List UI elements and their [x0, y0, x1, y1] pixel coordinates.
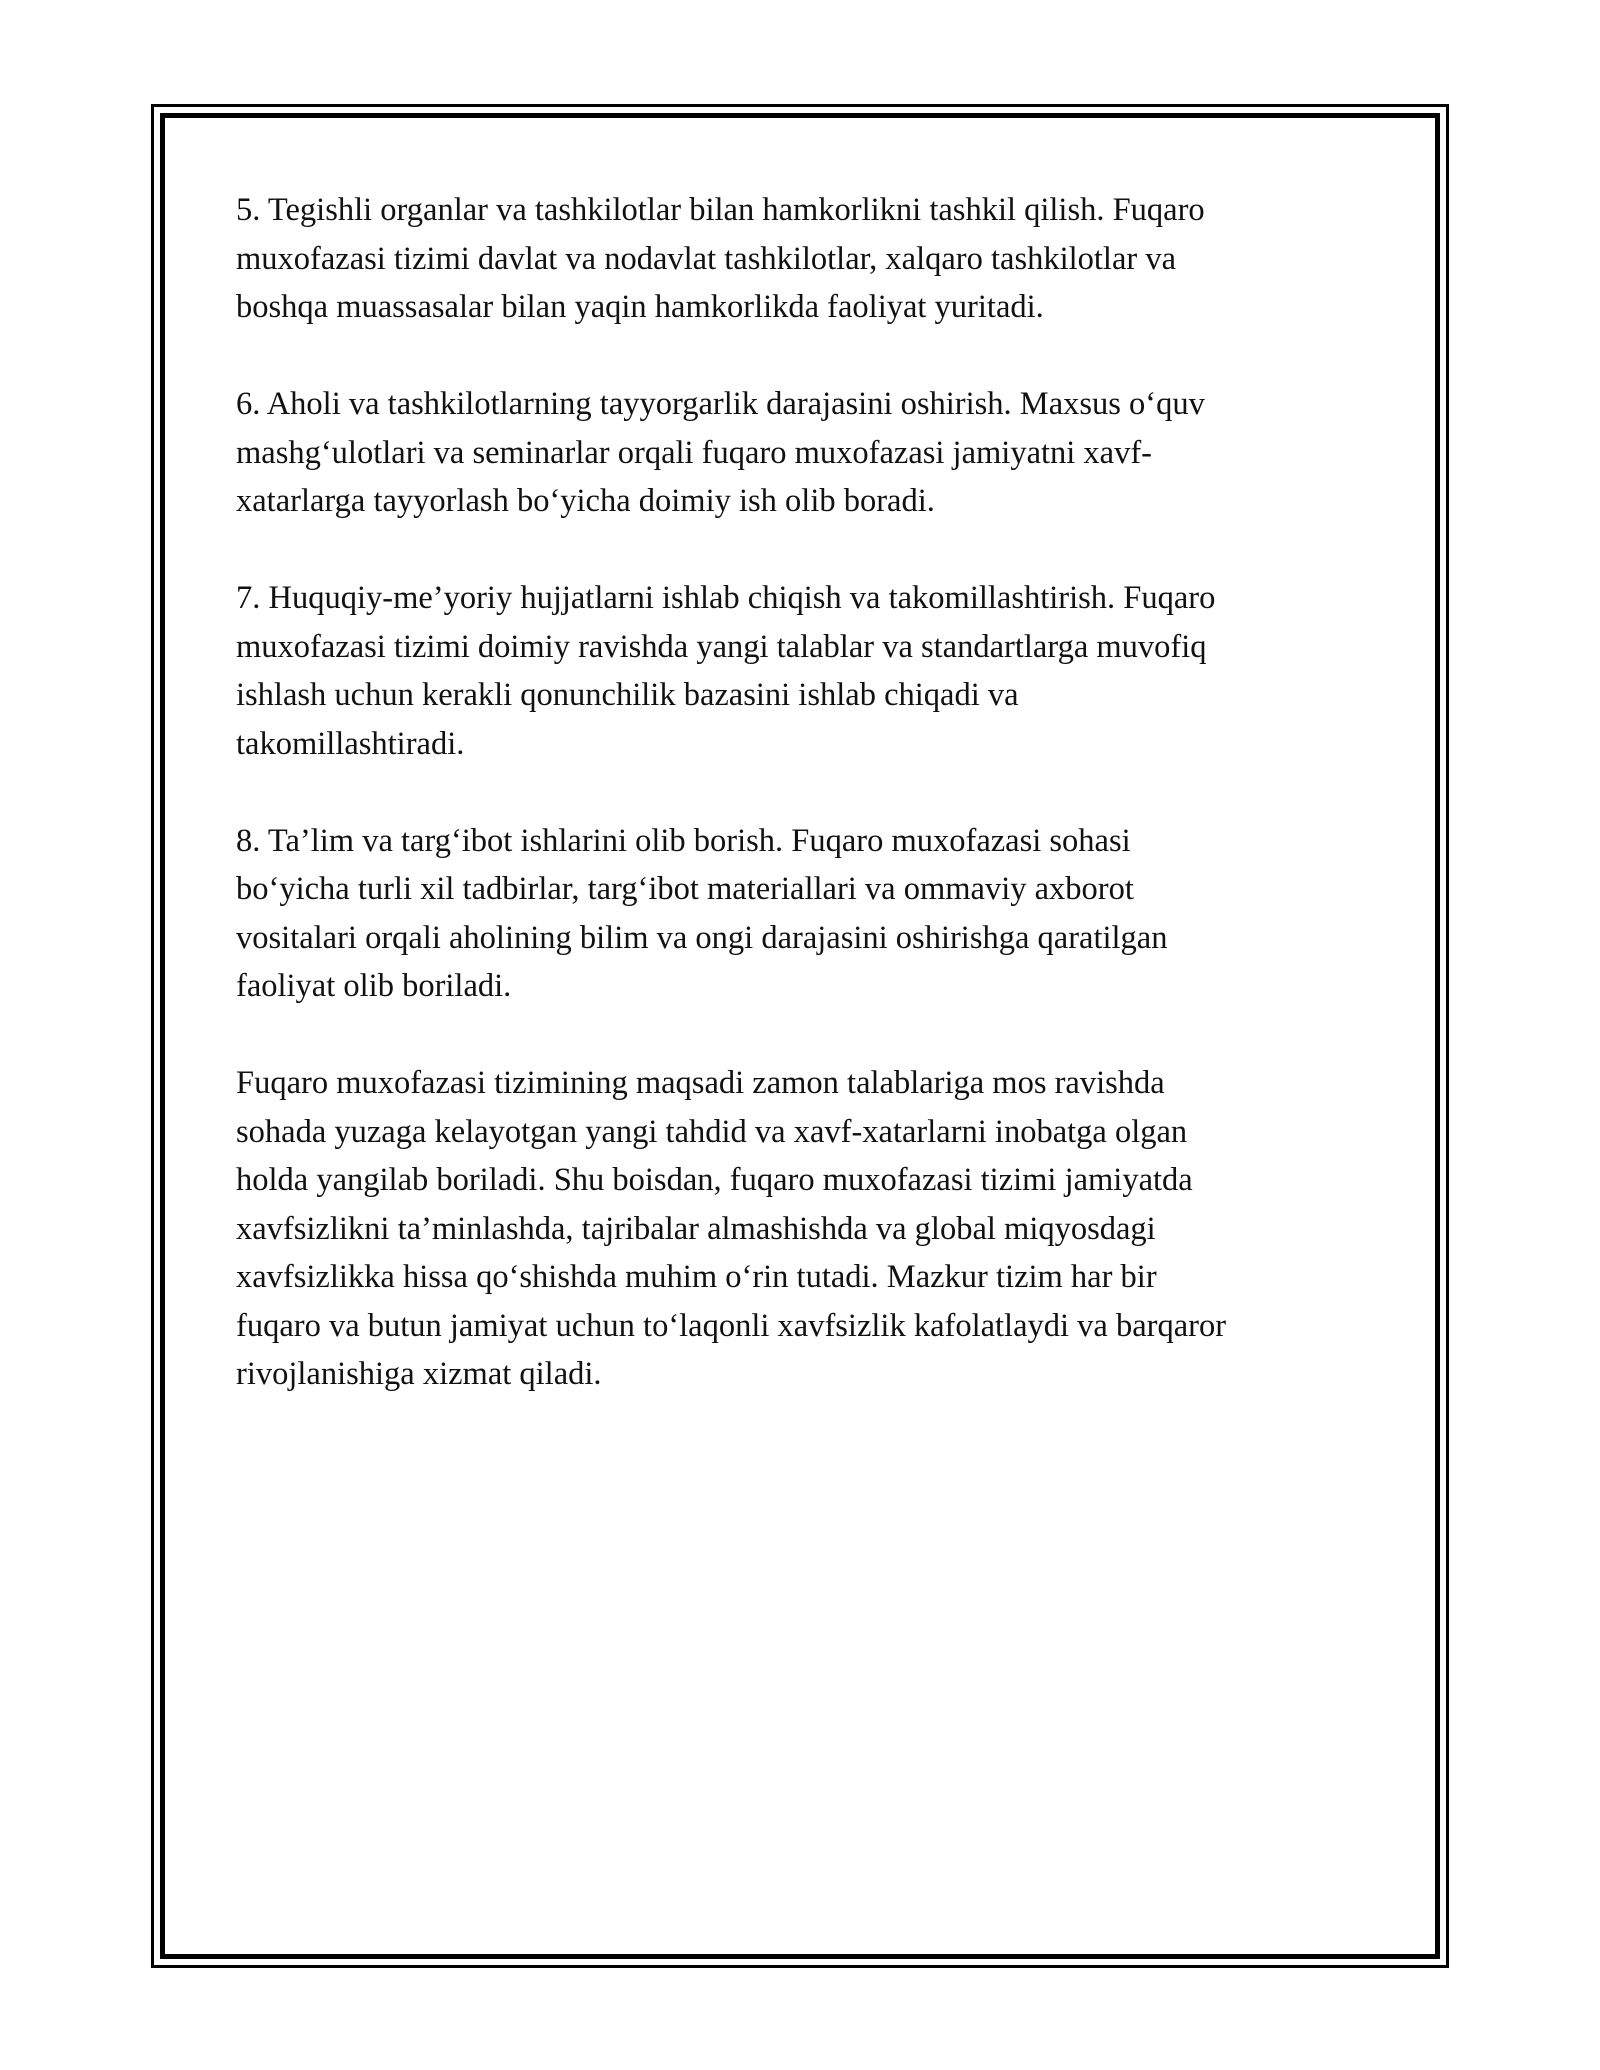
text-line: rivojlanishiga xizmat qiladi.	[236, 1356, 602, 1392]
paragraph-item-6	[236, 380, 1366, 526]
paragraph-item-7	[236, 574, 1366, 768]
document-body	[236, 186, 1366, 1447]
text-line: mashg‘ulotlari va seminarlar orqali fuqaro muxofazasi jamiyatni xavf-	[236, 434, 1152, 471]
text-line: ishlash uchun kerakli qonunchilik bazasini ishlab chiqadi va	[236, 677, 1019, 713]
text-line: faoliyat olib boriladi.	[236, 968, 512, 1004]
text-line: xavfsizlikni ta’minlashda, tajribalar almashishda va global miqyosdagi	[236, 1210, 1156, 1247]
text-line: 6. Aholi va tashkilotlarning tayyorgarlik darajasini oshirish. Maxsus o‘quv	[236, 386, 1205, 422]
text-line: muxofazasi tizimi doimiy ravishda yangi talablar va standartlarga muvofiq	[236, 628, 1207, 665]
text-line: xatarlarga tayyorlash bo‘yicha doimiy ish olib boradi.	[236, 483, 935, 519]
text-line: takomillashtiradi.	[236, 725, 465, 762]
text-line: holda yangilab boriladi. Shu boisdan, fuqaro muxofazasi tizimi jamiyatda	[236, 1162, 1193, 1198]
text-line: Fuqaro muxofazasi tizimining maqsadi zamon talablariga mos ravishda	[236, 1065, 1165, 1101]
text-line: bo‘yicha turli xil tadbirlar, targ‘ibot materiallari va ommaviy axborot	[236, 871, 1134, 907]
text-line: muxofazasi tizimi davlat va nodavlat tashkilotlar, xalqaro tashkilotlar va	[236, 240, 1177, 277]
text-line: xavfsizlikka hissa qo‘shishda muhim o‘rin tutadi. Mazkur tizim har bir	[236, 1259, 1157, 1295]
text-line: boshqa muassasalar bilan yaqin hamkorlikda faoliyat yuritadi.	[236, 289, 1044, 325]
text-line: 7. Huquqiy-me’yoriy hujjatlarni ishlab chiqish va takomillashtirish. Fuqaro	[236, 580, 1216, 616]
text-line: 5. Tegishli organlar va tashkilotlar bilan hamkorlikni tashkil qilish. Fuqaro	[236, 192, 1205, 228]
text-line: vositalari orqali aholining bilim va ongi darajasini oshirishga qaratilgan	[236, 919, 1168, 956]
text-line: fuqaro va butun jamiyat uchun to‘laqonli xavfsizlik kafolatlaydi va barqaror	[236, 1307, 1227, 1344]
text-line: 8. Ta’lim va targ‘ibot ishlarini olib borish. Fuqaro muxofazasi sohasi	[236, 822, 1131, 859]
paragraph-item-5	[236, 186, 1366, 332]
text-line: sohada yuzaga kelayotgan yangi tahdid va xavf-xatarlarni inobatga olgan	[236, 1113, 1188, 1150]
paragraph-item-8	[236, 817, 1366, 1011]
paragraph-conclusion	[236, 1059, 1366, 1399]
